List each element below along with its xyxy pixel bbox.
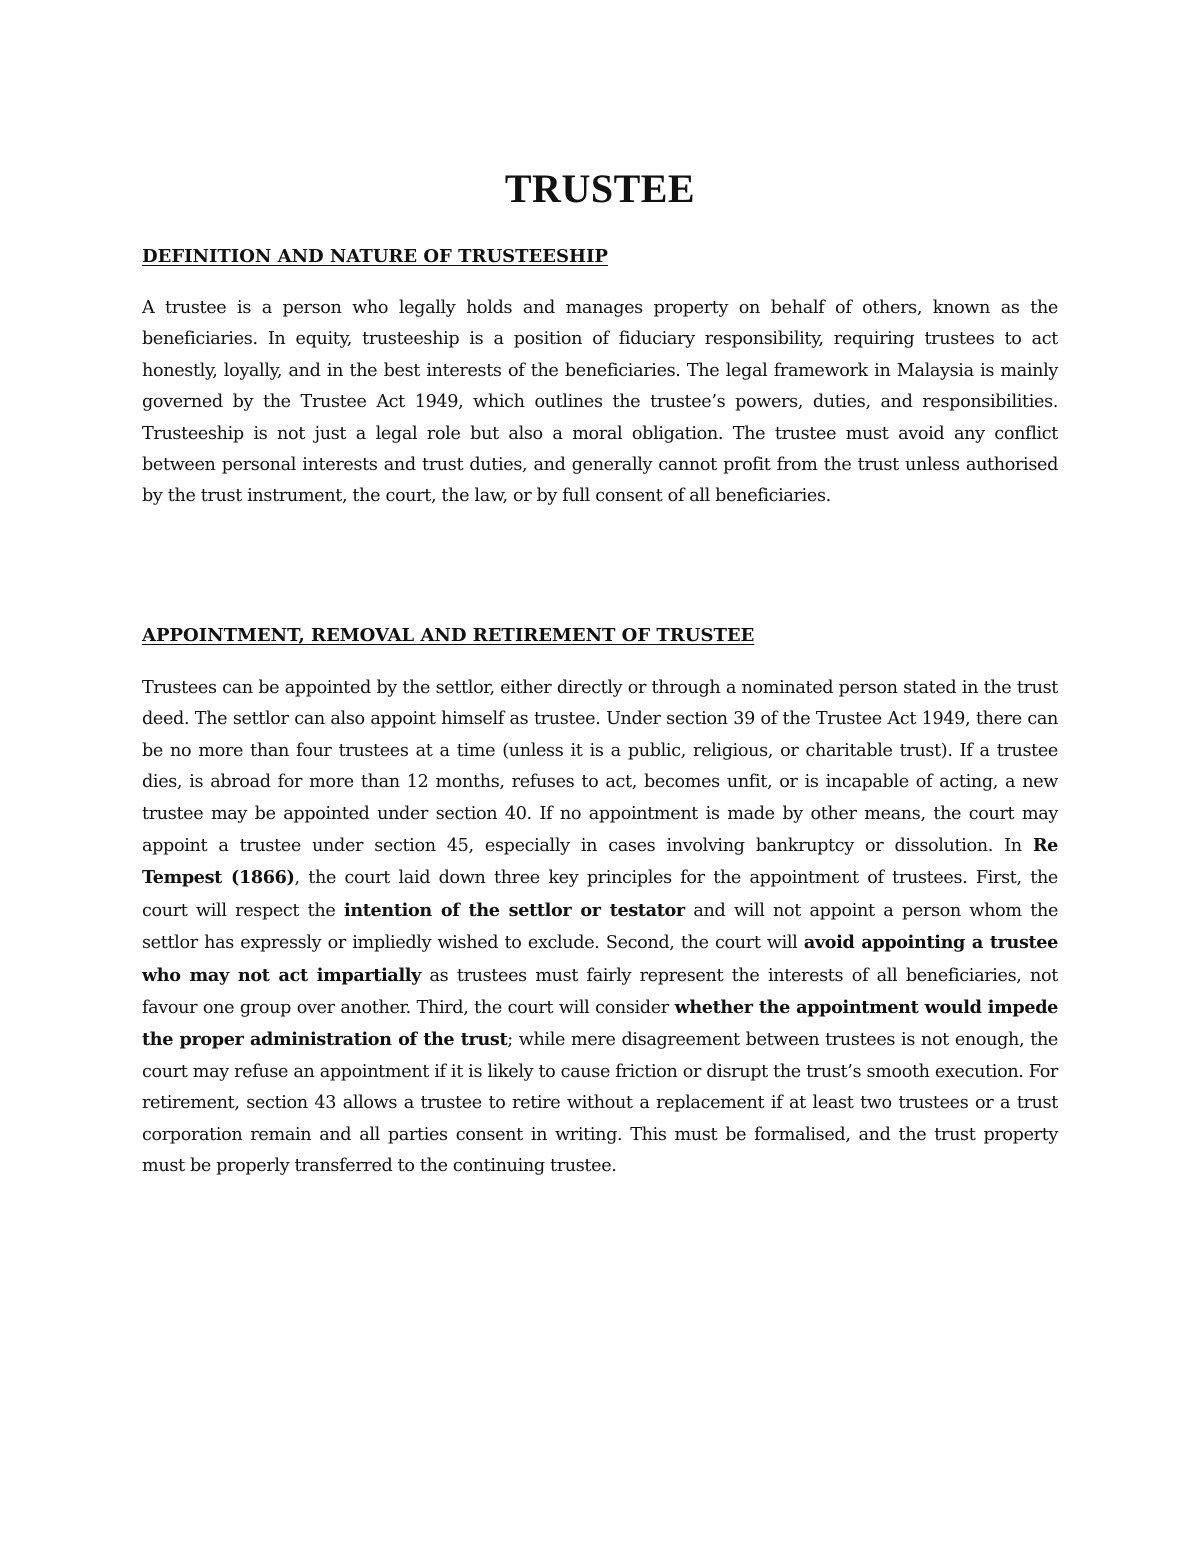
paragraph-text-run: as trustees must fairly represent the interests of all beneficiaries, not favour one group over another. Third, the court will consider <box>142 965 1058 1019</box>
section-heading-definition: DEFINITION AND NATURE OF TRUSTEESHIP <box>142 246 608 267</box>
paragraph-text-run: Trustees can be appointed by the settlor, either directly or through a nominated person stated in the trust deed. The settlor can also appoint himself as trustee. Under section 39 of the Trustee Act 1949, there can be no more than four trustees at a time (unless it is a public, religious, or charitable trust). If a trustee dies, is abroad for more than 12 months, refuses to act, becomes unfit, or is incapable of acting, a new trustee may be appointed under section 40. If no appointment is made by other means, the court may appoint a trustee under section 45, especially in cases involving bankruptcy or dissolution. In <box>142 678 1058 857</box>
section-heading-appointment: APPOINTMENT, REMOVAL AND RETIREMENT OF TRUSTEE <box>142 625 755 646</box>
emphasis-principle-three: whether the appointment would impede the proper administration of the trust <box>142 997 1058 1051</box>
emphasis-principle-one: intention of the settlor or testator <box>344 899 685 921</box>
paragraph-text-run: ; while mere disagreement between trustees is not enough, the court may refuse an appointment if it is likely to cause friction or disrupt the trust’s smooth execution. For retirement, section 43 allows a trustee to retire without a replacement if at least two trustees or a trust corporation remain and all parties consent in writing. This must be formalised, and the trust property must be properly transferred to the continuing trustee. <box>142 1030 1058 1177</box>
paragraph-text-run: , the court laid down three key principles for the appointment of trustees. First, the court will respect the <box>142 868 1058 921</box>
case-citation-re-tempest: Re Tempest (1866) <box>142 835 1058 889</box>
paragraph-text-run: and will not appoint a person whom the settlor has expressly or impliedly wished to exclude. Second, the court will <box>142 900 1059 954</box>
section-paragraph-appointment <box>142 673 1058 1183</box>
emphasis-principle-two: avoid appointing a trustee who may not act impartially <box>142 932 1058 986</box>
section-paragraph-definition: A trustee is a person who legally holds and manages property on behalf of others, known as the beneficiaries. In equity, trusteeship is a position of fiduciary responsibility, requiring trustees to act honestly, loyally, and in the best interests of the beneficiaries. The legal framework in Malaysia is mainly governed by the Trustee Act 1949, which outlines the trustee’s powers, duties, and responsibilities. Trusteeship is not just a legal role but also a moral obligation. The trustee must avoid any conflict between personal interests and trust duties, and generally cannot profit from the trust unless authorised by the trust instrument, the court, the law, or by full consent of all beneficiaries. <box>142 298 1058 507</box>
document-title: TRUSTEE <box>504 166 696 211</box>
